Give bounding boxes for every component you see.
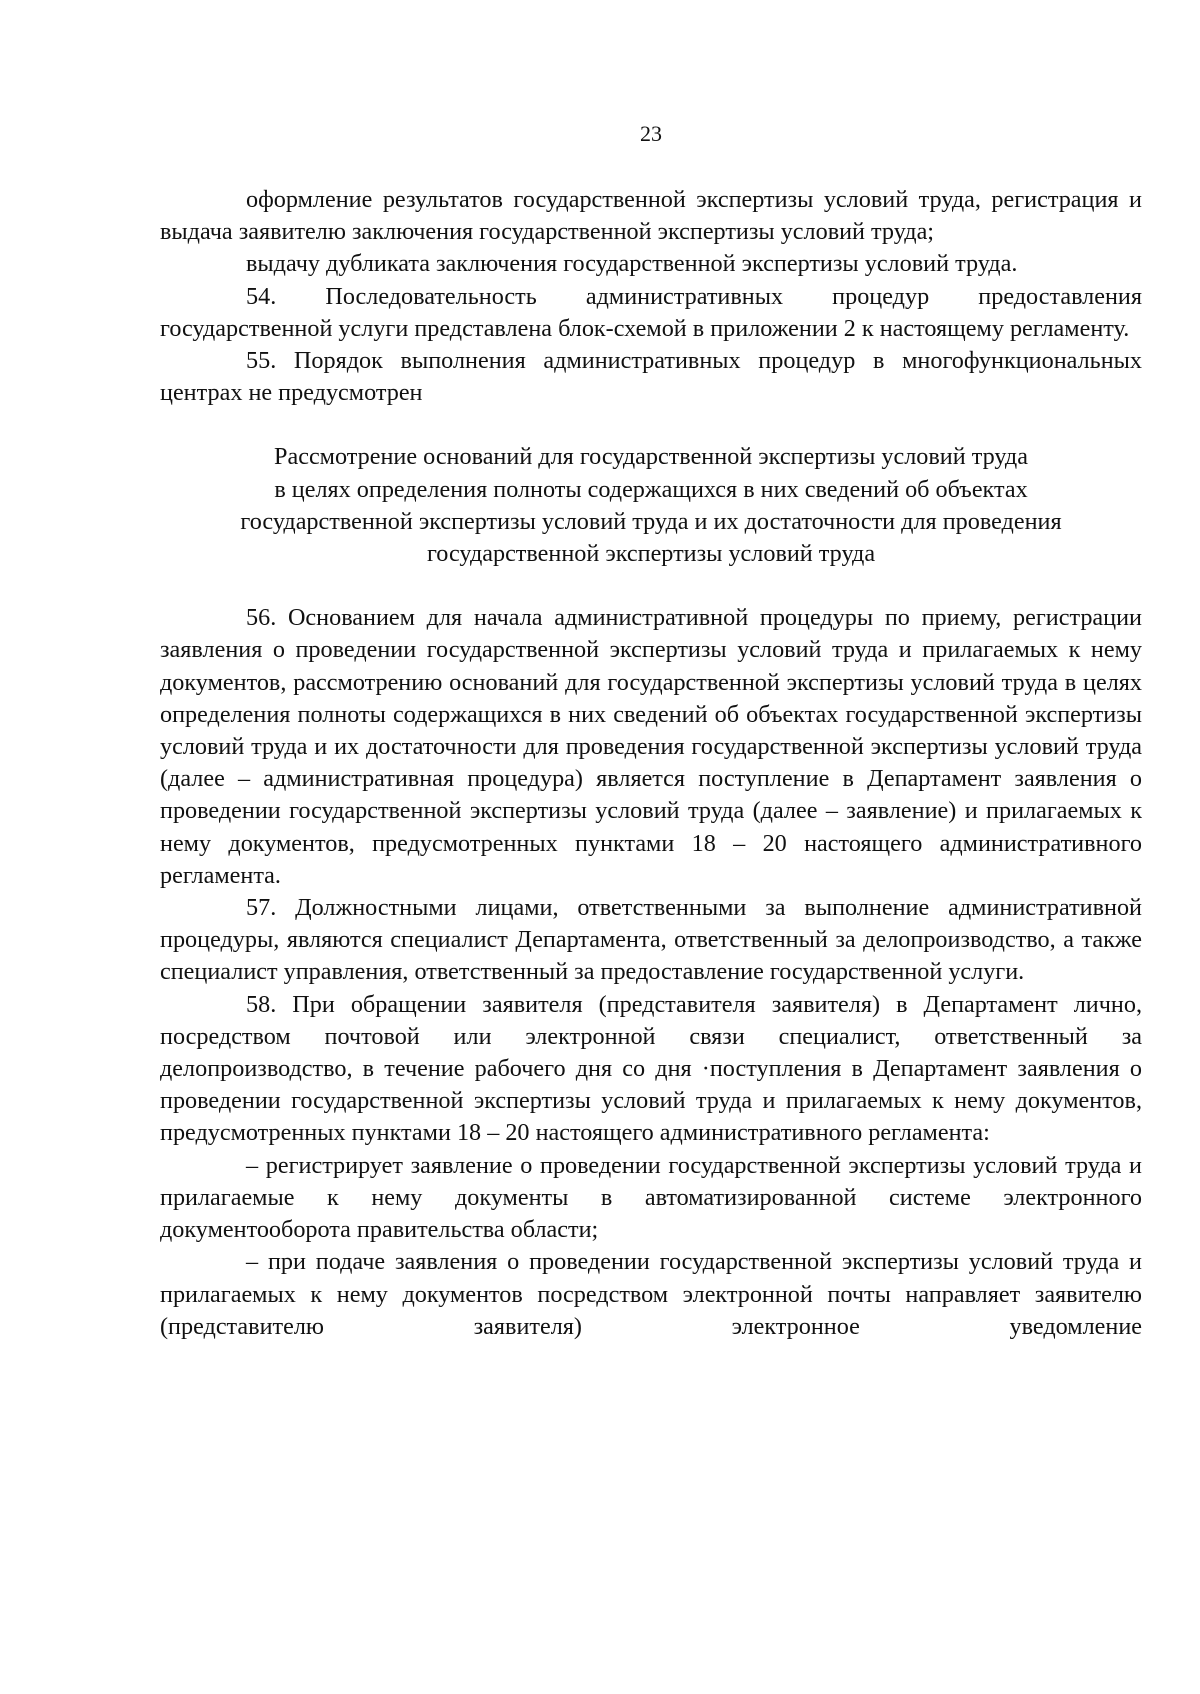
heading-line: в целях определения полноты содержащихся в них сведений об объектах <box>274 475 1028 503</box>
list-item-email-notice: – при подаче заявления о проведении государственной экспертизы условий труда и прилагаемых к нему документов посредством электронной почты направляет заявителю (представителю заявителя) электронное уведомление <box>160 1248 1142 1340</box>
paragraph-56: 56. Основанием для начала административной процедуры по приему, регистрации заявления о проведении государственной экспертизы условий труда и прилагаемых к нему документов, рассмотрению оснований для государственной экспертизы условий труда в целях определения полноты содержащихся в них сведений об объектах государственной экспертизы условий труда и их достаточности для проведения государственной экспертизы условий труда (далее – административная процедура) является поступление в Департамент заявления о проведении государственной экспертизы условий труда (далее – заявление) и прилагаемых к нему документов, предусмотренных пунктами 18 – 20 настоящего административного регламента. <box>160 604 1142 889</box>
section-heading <box>160 441 1142 570</box>
heading-line: Рассмотрение оснований для государственной экспертизы условий труда <box>274 443 1028 471</box>
paragraph-duplicate: выдачу дубликата заключения государственной экспертизы условий труда. <box>246 250 1018 278</box>
paragraph-58: 58. При обращении заявителя (представителя заявителя) в Департамент лично, посредством почтовой или электронной связи специалист, ответственный за делопроизводство, в течение рабочего дня со дня ·поступления в Департамент заявления о проведении государственной экспертизы условий труда и прилагаемых к нему документов, предусмотренных пунктами 18 – 20 настоящего административного регламента: <box>160 990 1142 1147</box>
paragraph-54: 54. Последовательность административных процедур предоставления государственной услуги представлена блок-схемой в приложении 2 к настоящему регламенту. <box>160 282 1142 342</box>
document-body <box>160 184 1142 1343</box>
heading-line: государственной экспертизы условий труда и их достаточности для проведения <box>240 507 1062 535</box>
list-item-register: – регистрирует заявление о проведении государственной экспертизы условий труда и прилагаемые к нему документы в автоматизированной системе электронного документооборота правительства области; <box>160 1151 1142 1244</box>
paragraph-55: 55. Порядок выполнения административных процедур в многофункциональных центрах не предусмотрен <box>160 347 1142 407</box>
page-number: 23 <box>640 121 662 146</box>
paragraph-57: 57. Должностными лицами, ответственными за выполнение административной процедуры, являются специалист Департамента, ответственный за делопроизводство, а также специалист управления, ответственный за предоставление государственной услуги. <box>160 894 1142 986</box>
heading-line: государственной экспертизы условий труда <box>426 540 876 568</box>
paragraph-results-registration: оформление результатов государственной экспертизы условий труда, регистрация и выдача заявителю заключения государственной экспертизы условий труда; <box>160 186 1142 246</box>
